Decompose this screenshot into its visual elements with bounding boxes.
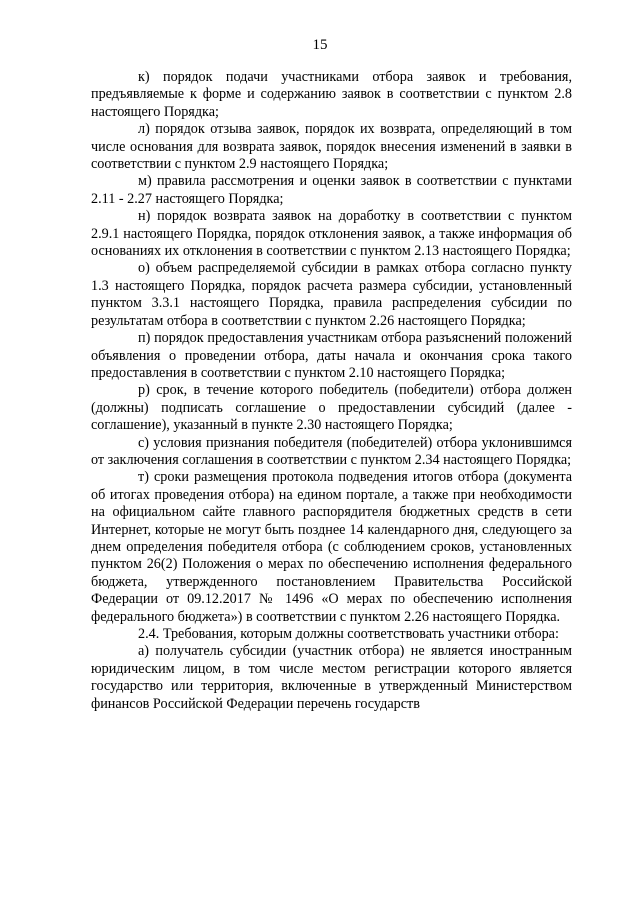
paragraph-o: о) объем распределяемой субсидии в рамках отбора согласно пункту 1.3 настоящего Порядка, порядок расчета размера субсидии, установленный пунктом 3.3.1 настоящего Порядка, правила распределения субсидии по результатам отбора в соответствии с пунктом 2.26 настоящего Порядка; <box>91 260 572 329</box>
paragraph-l: л) порядок отзыва заявок, порядок их возврата, определяющий в том числе основания для возврата заявок, порядок внесения изменений в заявки в соответствии с пунктом 2.9 настоящего Порядка; <box>91 121 572 173</box>
paragraph-k: к) порядок подачи участниками отбора заявок и требования, предъявляемые к форме и содержанию заявок в соответствии с пунктом 2.8 настоящего Порядка; <box>91 69 572 120</box>
paragraph-s: с) условия признания победителя (победителей) отбора уклонившимся от заключения соглашения в соответствии с пунктом 2.34 настоящего Порядка; <box>91 434 572 468</box>
paragraph-a: а) получатель субсидии (участник отбора) не является иностранным юридическим лицом, в том числе местом регистрации которого является государство или территория, включенные в утвержденный Министерством финансов Российской Федерации перечень государств <box>91 643 572 712</box>
paragraph-p: п) порядок предоставления участникам отбора разъяснений положений объявления о проведении отбора, даты начала и окончания срока такого предоставления в соответствии с пунктом 2.10 настоящего Порядка; <box>91 330 572 381</box>
paragraph-r: р) срок, в течение которого победитель (победители) отбора должен (должны) подписать соглашение о предоставлении субсидий (далее - соглашение), указанный в пункте 2.30 настоящего Порядка; <box>91 382 572 434</box>
document-body <box>91 69 572 713</box>
section-2-4-heading: 2.4. Требования, которым должны соответствовать участники отбора: <box>138 626 559 642</box>
page-number: 15 <box>312 37 328 53</box>
paragraph-n: н) порядок возврата заявок на доработку в соответствии с пунктом 2.9.1 настоящего Порядка, порядок отклонения заявок, а также информация об основаниях их отклонения в соответствии с пунктом 2.13 настоящего Порядка; <box>91 208 572 260</box>
paragraph-m: м) правила рассмотрения и оценки заявок в соответствии с пунктами 2.11 - 2.27 настоящего Порядка; <box>91 173 572 207</box>
paragraph-t: т) сроки размещения протокола подведения итогов отбора (документа об итогах проведения отбора) на едином портале, а также при необходимости на официальном сайте главного распорядителя бюджетных средств в сети Интернет, которые не могут быть позднее 14 календарного дня, следующего за днем определения победителя отбора (с соблюдением сроков, установленных пунктом 26(2) Положения о мерах по обеспечению исполнения федерального бюджета, утвержденного постановлением Правительства Российской Федерации от 09.12.2017 № 1496 «О мерах по обеспечению исполнения федерального бюджета») в соответствии с пунктом 2.26 настоящего Порядка. <box>91 469 572 625</box>
